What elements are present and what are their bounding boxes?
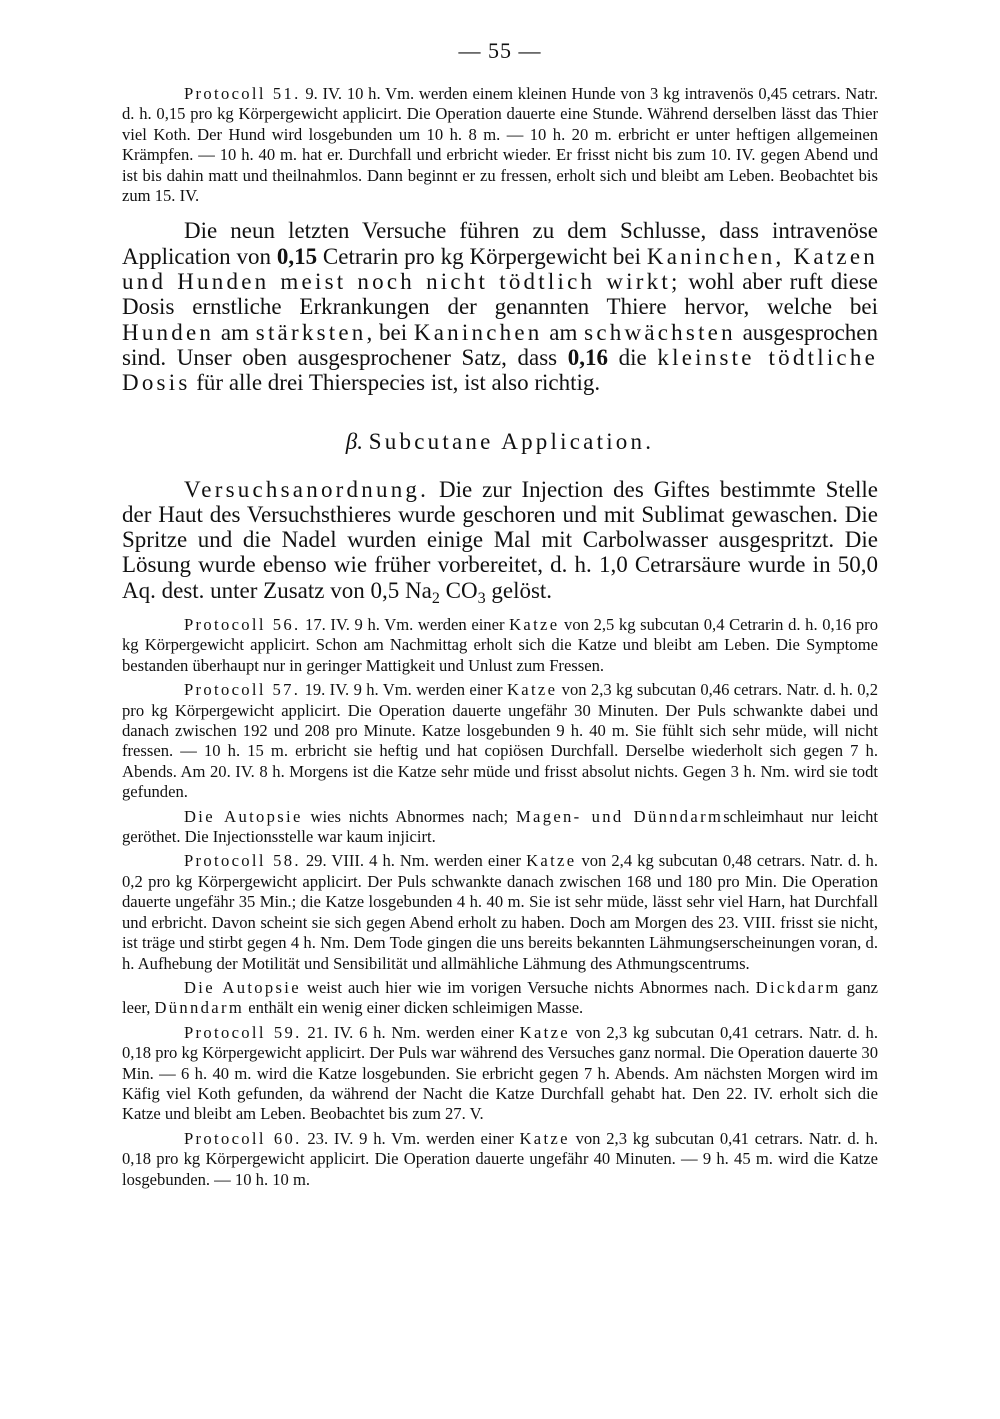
text-run: ausgesprochen sind. Unser oben ausgesprochener Satz, dass bbox=[122, 319, 878, 370]
emphasis: Kaninchen bbox=[413, 319, 543, 345]
dose-value: 0,16 bbox=[567, 344, 609, 370]
protocol-57 bbox=[122, 680, 878, 802]
animal: Katze bbox=[526, 851, 577, 871]
text-run: von 2,3 kg subcutan 0,46 cetrars. Natr. d. h. 0,2 pro kg Körpergewicht applicirt. Die Operation dauerte ungefähr 30 Minuten. Der Puls schwankte dabei und danach zwischen 192 und 208 pro Minute. Katze losgebunden 9 h. 40 m. Sie fühlt sich sehr müde, will nicht fressen. — 10 h. 15 m. erbricht sie heftig und hat copiösen Durchfall. Derselbe wiederholt sich gegen 7 h. Abends. Am 20. IV. 8 h. Morgens ist die Katze sehr müde und frisst absolut nichts. Gegen 3 h. Nm. wird sie todt gefunden. bbox=[122, 680, 879, 802]
organ: Dünndarm bbox=[154, 998, 245, 1018]
text-run: von 2,4 kg subcutan 0,48 cetrars. Natr. d. h. 0,2 pro kg Körpergewicht applicirt. Der Puls schwankte danach zwischen 168 und 180 pro Min. Die Operation dauerte ungefähr 35 Min.; die Katze losgebunden 4 h. 40 m. Sie ist sehr müde, lässt sehr viel Harn, hat Durchfall und erbricht. Davon scheint sie sich gegen Abend erholt zu haben. Doch am Morgen des 23. VIII. frisst sie nicht, ist träge und stirbt gegen 4 h. Nm. Dem Tode gingen die uns bereits bekannten Lähmungserscheinungen voran, d. h. Aufhebung der Motilität und Sensibilität und allmähliche Lähmung des Athmungscentrums. bbox=[122, 851, 878, 973]
text-run: die bbox=[608, 344, 658, 370]
text-run: 19. IV. 9 h. Vm. werden einer bbox=[300, 680, 507, 700]
animal: Katze bbox=[519, 1128, 570, 1148]
formula-subscript: 2 bbox=[431, 589, 440, 607]
protocol-label: Protocoll 51. bbox=[184, 84, 301, 103]
text-run: Cetrarin pro kg Körpergewicht bei bbox=[317, 243, 647, 269]
text-run: von 2,5 kg subcutan 0,4 Cetrarin d. h. 0,16 pro kg Körpergewicht applicirt. Schon am Nachmittag erholt sich die Katze und bleibt am Leben. Die Symptome bestanden überhaupt nur in geringer Mattigkeit und Unlust zum Fressen. bbox=[122, 615, 878, 675]
protocol-label: Protocoll 56. bbox=[184, 615, 301, 634]
text-run: 21. IV. 6 h. Nm. werden einer bbox=[301, 1022, 520, 1042]
page bbox=[122, 38, 878, 1190]
section-title: Subcutane Application. bbox=[368, 428, 655, 454]
text-run: ganz leer, bbox=[122, 977, 878, 1018]
text-run: 23. IV. 9 h. Vm. werden einer bbox=[301, 1128, 520, 1148]
animal: Katze bbox=[506, 680, 558, 700]
autopsy-label: Die Autopsie bbox=[184, 806, 303, 826]
text-run: am bbox=[214, 319, 256, 345]
section-number: β. bbox=[345, 428, 363, 454]
text-run: Die neun letzten Versuche führen zu dem Schlusse, dass intravenöse Application von bbox=[122, 218, 878, 269]
protocol-51 bbox=[122, 84, 878, 206]
protocol-text: 9. IV. 10 h. Vm. werden einem kleinen Hunde von 3 kg intravenös 0,45 cetrars. Natr. d. h. 0,15 pro kg Körpergewicht applicirt. Die Operation dauerte eine Stunde. Während derselben lässt das Thier viel Koth. Der Hund wird losgebunden um 10 h. 8 m. — 10 h. 20 m. erbricht er unter heftigen allgemeinen Krämpfen. — 10 h. 40 m. hat er. Durchfall und erbricht wieder. Er frisst nicht bis zum 10. IV. gegen Abend und ist bis dahin matt und theilnahmlos. Dann beginnt er zu fressen, erholt sich und bleibt am Leben. Beobachtet bis zum 15. IV. bbox=[122, 84, 878, 206]
page-number: — 55 — bbox=[458, 38, 542, 63]
protocol-59 bbox=[122, 1023, 878, 1125]
text-run: weist auch hier wie im vorigen Versuche nichts Abnormes nach. bbox=[300, 977, 756, 997]
text-run: Die zur Injection des Giftes bestimmte Stelle der Haut des Versuchsthieres wurde geschoren und mit Sublimat gewaschen. Die Spritze und die Nadel wurden einige Mal mit Carbolwasser ausgespritzt. Die Lösung wurde ebenso wie früher vorbereitet, d. h. 1,0 Cetrarsäure wurde in 50,0 Aq. dest. unter Zusatz von 0,5 bbox=[122, 476, 878, 603]
autopsy-57 bbox=[122, 807, 878, 848]
text-run: gelöst. bbox=[485, 577, 553, 603]
protocol-60 bbox=[122, 1129, 878, 1190]
protocol-label: Protocoll 60. bbox=[184, 1128, 302, 1148]
protocol-56 bbox=[122, 615, 878, 676]
protocol-label: Protocoll 58. bbox=[184, 851, 301, 871]
formula-part: CO bbox=[439, 577, 478, 603]
text-run: von 2,3 kg subcutan 0,41 cetrars. Natr. d. h. 0,18 pro kg Körpergewicht applicirt. Die Operation dauerte ungefähr 40 Minuten. — 9 h. 45 m. wird die Katze losgebunden. — 10 h. 10 m. bbox=[122, 1128, 878, 1189]
organ: Magen- und Dünndarm bbox=[515, 806, 724, 826]
emphasis: kleinste tödtliche Dosis bbox=[122, 344, 878, 396]
autopsy-58 bbox=[122, 978, 878, 1019]
protocol-58 bbox=[122, 851, 878, 973]
emphasis: Hunden bbox=[122, 319, 215, 345]
setup-paragraph bbox=[122, 476, 878, 607]
emphasis: Kaninchen, Katzen und Hunden meist noch nicht tödtlich wirkt; bbox=[122, 243, 878, 295]
text-run: am bbox=[542, 319, 585, 345]
animal: Katze bbox=[509, 615, 560, 634]
setup-label: Versuchsanordnung. bbox=[184, 476, 430, 502]
formula-part: Na bbox=[404, 577, 432, 603]
text-run: schleimhaut nur leicht geröthet. Die Injectionsstelle war kaum injicirt. bbox=[122, 806, 878, 847]
text-run: 29. VIII. 4 h. Nm. werden einer bbox=[300, 851, 527, 871]
text-run: , bei bbox=[366, 319, 414, 345]
text-run: wohl aber ruft diese Dosis ernstliche Erkrankungen der genannten Thiere hervor, welche bei bbox=[122, 269, 878, 320]
autopsy-label: Die Autopsie bbox=[184, 977, 301, 997]
section-heading bbox=[122, 429, 878, 455]
text-run: 17. IV. 9 h. Vm. werden einer bbox=[300, 615, 510, 634]
text-run: für alle drei Thierspecies ist, ist also richtig. bbox=[190, 370, 601, 396]
dose-value: 0,15 bbox=[276, 243, 318, 269]
conclusion-paragraph bbox=[122, 218, 878, 395]
formula-subscript: 3 bbox=[477, 589, 486, 607]
protocol-label: Protocoll 59. bbox=[184, 1022, 302, 1042]
text-run: wies nichts Abnormes nach; bbox=[302, 806, 516, 826]
animal: Katze bbox=[519, 1022, 570, 1042]
protocol-label: Protocoll 57. bbox=[184, 680, 301, 700]
emphasis: stärksten bbox=[255, 319, 367, 345]
text-run: von 2,3 kg subcutan 0,41 cetrars. Natr. d. h. 0,18 pro kg Körpergewicht applicirt. Der Puls war während des Versuches ganz normal. Die Operation dauerte 30 Min. — 6 h. 40 m. wird die Katze losgebunden. Sie erbricht gegen 7 h. Abends. Am nächsten Morgen wird im Käfig viel Koth gefunden, da während der Nacht die Katze Durchfall gehabt hat. Den 22. IV. erholt sich die Katze und bleibt am Leben. Beobachtet bis zum 27. V. bbox=[122, 1022, 878, 1124]
organ: Dickdarm bbox=[755, 977, 841, 997]
text-run: enthält ein wenig einer dicken schleimigen Masse. bbox=[244, 998, 584, 1018]
emphasis: schwächsten bbox=[584, 319, 736, 345]
